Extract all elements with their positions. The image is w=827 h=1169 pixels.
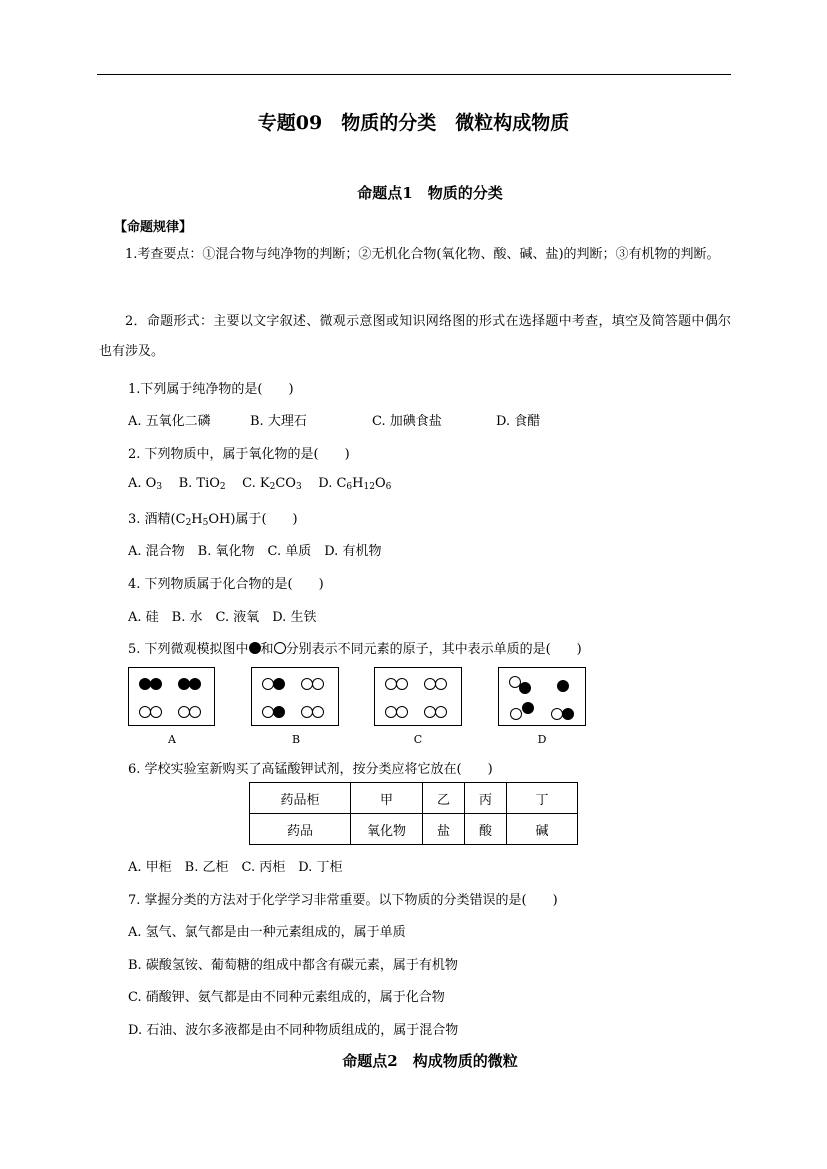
hollow-atom-icon [274,642,286,654]
filled-atom-icon [562,708,574,720]
filled-atom-icon [273,678,285,690]
table-row [250,814,578,845]
hollow-atom-icon [150,706,162,718]
q1-stem: 1.下列属于纯净物的是( ) [128,382,294,397]
q6-stem: 6. 学校实验室新购买了高锰酸钾试剂，按分类应将它放在( ) [128,762,493,777]
header-rule [97,74,731,75]
hollow-atom-icon [312,706,324,718]
table-cell: 氧化物 [351,814,423,845]
table-cell: 盐 [423,814,465,845]
section-heading-2: 命题点2 构成物质的微粒 [342,1052,518,1070]
hollow-atom-icon [510,708,522,720]
table-cell: 丁 [507,783,578,814]
page-title: 专题09 物质的分类 微粒构成物质 [257,112,570,134]
filled-atom-icon [519,682,531,694]
diagram-box-c [374,667,462,726]
q7-stem: 7. 掌握分类的方法对于化学学习非常重要。以下物质的分类错误的是( ) [128,893,558,908]
q7-option-b: B. 碳酸氢铵、葡萄糖的组成中都含有碳元素，属于有机物 [128,958,458,973]
hollow-atom-icon [435,678,447,690]
cabinet-table [249,782,578,845]
filled-atom-icon [273,706,285,718]
q5-stem: 5. 下列微观模拟图中 和 分别表示不同元素的原子，其中表示单质的是( ) [128,642,582,657]
q2-stem: 2. 下列物质中，属于氧化物的是( ) [128,447,350,462]
filled-atom-icon [557,680,569,692]
filled-atom-icon [150,678,162,690]
q1-option-b: B. 大理石 [250,414,307,429]
q3-options: A. 混合物 B. 氧化物 C. 单质 D. 有机物 [128,544,382,559]
q7-option-a: A. 氢气、氯气都是由一种元素组成的，属于单质 [128,925,406,940]
q2-option-d: D. $C_6H_{12}O_6$ [318,476,392,492]
q2-option-b: B. TiO$_2$ [178,476,226,492]
table-cell: 碱 [507,814,578,845]
diagram-box-b [251,667,339,726]
diagram-label-a: A [168,733,176,746]
table-cell: 丙 [465,783,507,814]
q4-options: A. 硅 B. 水 C. 液氧 D. 生铁 [128,610,317,625]
table-cell: 酸 [465,814,507,845]
q6-options: A. 甲柜 B. 乙柜 C. 丙柜 D. 丁柜 [128,860,343,875]
q1-options [128,410,540,429]
rule-point-1: 1.考查要点：①混合物与纯净物的判断；②无机化合物(氧化物、酸、碱、盐)的判断；③有机物的判断。 [125,247,720,262]
q2-option-c: C. $K_2CO_3$ [242,476,302,492]
filled-atom-icon [249,642,261,654]
filled-atom-icon [189,678,201,690]
diagram-label-d: D [537,733,547,746]
rule-point-2: 2．命题形式：主要以文字叙述、微观示意图或知识网络图的形式在选择题中考查，填空及简答题中偶尔也有涉及。 [99,314,731,359]
q7-option-d: D. 石油、波尔多液都是由不同种物质组成的，属于混合物 [128,1023,459,1038]
table-cell: 乙 [423,783,465,814]
q3-stem: 3. 酒精$(C_2H_5OH)$属于( ) [128,512,298,528]
q2-option-a: A. $O_3$ [128,476,163,492]
q1-option-c: C. 加碘食盐 [372,414,442,429]
diagram-label-c: C [413,733,423,746]
hollow-atom-icon [312,678,324,690]
hollow-atom-icon [435,706,447,718]
table-cell: 甲 [351,783,423,814]
filled-atom-icon [522,702,534,714]
section-heading-1: 命题点1 物质的分类 [357,184,503,202]
table-cell: 药品 [250,814,351,845]
diagram-box-d [498,667,586,726]
diagram-box-a [128,667,215,726]
q7-option-c: C. 硝酸钾、氨气都是由不同种元素组成的，属于化合物 [128,990,445,1005]
rule-heading: 【命题规律】 [114,220,193,235]
q1-option-d: D. 食醋 [496,414,541,429]
q2-options [128,476,391,491]
q1-option-a: A. 五氧化二磷 [128,414,211,429]
hollow-atom-icon [189,706,201,718]
table-row [250,783,578,814]
hollow-atom-icon [396,706,408,718]
hollow-atom-icon [396,678,408,690]
table-cell: 药品柜 [250,783,351,814]
diagram-label-b: B [291,733,301,746]
q4-stem: 4. 下列物质属于化合物的是( ) [128,577,324,592]
